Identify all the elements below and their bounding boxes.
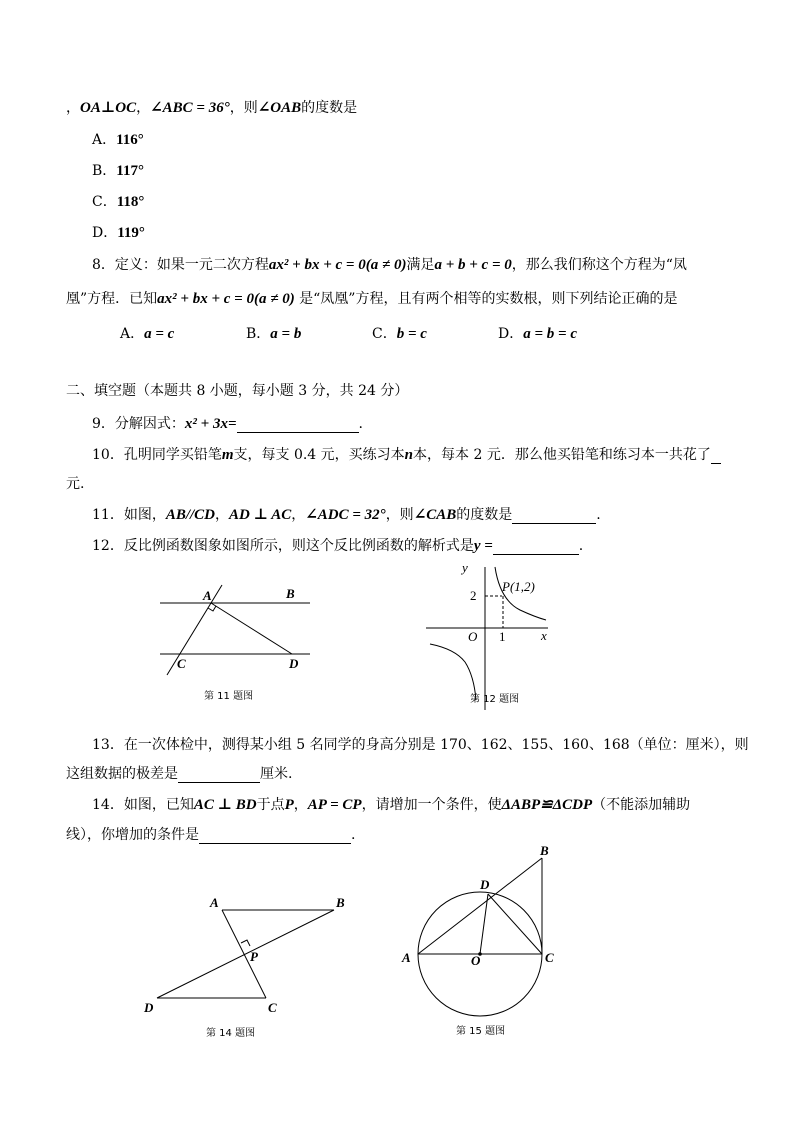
option-letter: D． xyxy=(498,326,524,342)
label-a: A xyxy=(203,588,212,603)
q11-sep2: ， xyxy=(291,507,306,523)
label-a: A xyxy=(210,895,219,910)
q14-line2-pre: 线），你增加的条件是 xyxy=(66,827,199,843)
q10-pre: 10．孔明同学买铅笔 xyxy=(92,447,222,463)
option-letter: A． xyxy=(92,132,117,148)
q11-pre: 11．如图， xyxy=(92,507,166,523)
q9-math: x² + 3x= xyxy=(184,416,237,432)
label-o: O xyxy=(471,953,481,968)
q7-math-angle-oab: ∠OAB xyxy=(257,100,302,116)
q8-math-equation-2: ax² + bx + c = 0(a ≠ 0) xyxy=(157,291,295,307)
q14-math-ap-cp: AP = CP xyxy=(307,797,362,813)
label-point-p: P(1,2) xyxy=(502,579,535,594)
option-letter: C． xyxy=(372,326,397,342)
label-d: D xyxy=(289,656,299,671)
q14-math-perp: AC ⊥ BD xyxy=(193,797,257,813)
q14-end: . xyxy=(351,827,356,843)
q11-sep1: ， xyxy=(215,507,230,523)
q10-var-n: n xyxy=(404,447,414,463)
label-one: 1 xyxy=(499,629,506,644)
option-value: 119° xyxy=(117,225,145,241)
label-a: A xyxy=(402,950,411,965)
q11-math-parallel: AB//CD xyxy=(165,507,216,523)
option-letter: D． xyxy=(92,225,118,241)
q14-post: （不能添加辅助 xyxy=(592,797,691,813)
q8-math-condition: a + b + c = 0 xyxy=(434,257,512,273)
q10-post: 本，每本 2 元．那么他买铅笔和练习本一共花了 xyxy=(413,447,711,463)
q11-end: . xyxy=(596,507,601,523)
label-c: C xyxy=(177,656,186,671)
label-c: C xyxy=(545,950,554,965)
q9-pre: 9．分解因式： xyxy=(92,416,185,432)
q10-line2-text: 元. xyxy=(66,476,85,492)
figure-caption: 第 15 题图 xyxy=(456,1026,506,1037)
q11-math-angle-cab: ∠CAB xyxy=(413,507,457,523)
q8-line1-pre: 8．定义：如果一元二次方程 xyxy=(92,257,269,273)
label-x: x xyxy=(541,628,547,643)
figure-caption: 第 14 题图 xyxy=(206,1028,256,1039)
q8-line2-post: 是“凤凰”方程，且有两个相等的实数根，则下列结论正确的是 xyxy=(294,291,678,307)
q7-stem-mid2: ，则 xyxy=(229,100,258,116)
option-value: 117° xyxy=(116,163,144,179)
label-p: P xyxy=(250,949,258,964)
q13-post: 厘米. xyxy=(260,766,293,782)
option-value: a = c xyxy=(144,326,175,342)
option-letter: A． xyxy=(120,326,145,342)
label-d: D xyxy=(480,877,490,892)
option-letter: C． xyxy=(92,194,117,210)
q9-post: . xyxy=(358,416,363,432)
q12-end: . xyxy=(578,538,584,554)
q13-pre: 这组数据的极差是 xyxy=(66,766,178,782)
label-d: D xyxy=(144,1000,154,1015)
q14-math-congruent: ΔABP≌ΔCDP xyxy=(501,797,593,813)
q7-math-angle-abc: ∠ABC = 36° xyxy=(150,100,230,116)
label-c: C xyxy=(268,1000,277,1015)
q8-math-equation: ax² + bx + c = 0(a ≠ 0) xyxy=(268,257,407,273)
label-o: O xyxy=(468,629,478,644)
q7-stem-post: 的度数是 xyxy=(301,100,358,116)
q12-pre: 12．反比例函数图象如图所示，则这个反比例函数的解析式是 xyxy=(92,538,474,554)
q8-line1-post: ，那么我们称这个方程为“凤 xyxy=(511,257,687,273)
q10-var-m: m xyxy=(221,447,234,463)
option-value: 118° xyxy=(116,194,145,210)
q7-stem-pre: ， xyxy=(66,100,80,116)
label-b: B xyxy=(336,895,345,910)
q11-sep3: ，则 xyxy=(385,507,414,523)
figure-caption: 第 12 题图 xyxy=(470,694,520,705)
option-letter: B． xyxy=(92,163,117,179)
q7-math-perp: OA⊥OC xyxy=(80,100,137,116)
q11-math-angle-adc: ∠ADC = 32° xyxy=(305,507,386,523)
segment-ab xyxy=(418,858,542,954)
q11-math-perp: AD ⊥ AC xyxy=(229,507,292,523)
q10-mid: 支，每支 0.4 元，买练习本 xyxy=(233,447,405,463)
label-two: 2 xyxy=(470,588,477,603)
label-y: y xyxy=(462,560,468,575)
q14-sep3: ，请增加一个条件，使 xyxy=(361,797,502,813)
q8-line2-pre: 凰”方程．已知 xyxy=(66,291,158,307)
option-value: b = c xyxy=(396,326,427,342)
option-value: a = b xyxy=(270,326,302,342)
option-value: a = b = c xyxy=(523,326,577,342)
q7-stem-mid: ， xyxy=(136,100,151,116)
q14-sep2: ， xyxy=(293,797,308,813)
label-b: B xyxy=(540,843,549,858)
q12-math: y = xyxy=(473,538,493,554)
q14-math-p: P xyxy=(284,797,294,813)
label-b: B xyxy=(286,586,295,601)
q11-post: 的度数是 xyxy=(456,507,513,523)
q8-line1-mid: 满足 xyxy=(406,257,435,273)
option-value: 116° xyxy=(116,132,144,148)
q13-line1-text: 13．在一次体检中，测得某小组 5 名同学的身高分别是 170、162、155、160、168（单位：厘米），则 xyxy=(92,737,749,753)
q14-sep1: 于点 xyxy=(256,797,285,813)
option-letter: B． xyxy=(246,326,271,342)
q14-pre: 14．如图，已知 xyxy=(92,797,194,813)
figure-caption: 第 11 题图 xyxy=(204,691,254,702)
section-heading-text: 二、填空题（本题共 8 小题，每小题 3 分，共 24 分） xyxy=(66,383,409,399)
